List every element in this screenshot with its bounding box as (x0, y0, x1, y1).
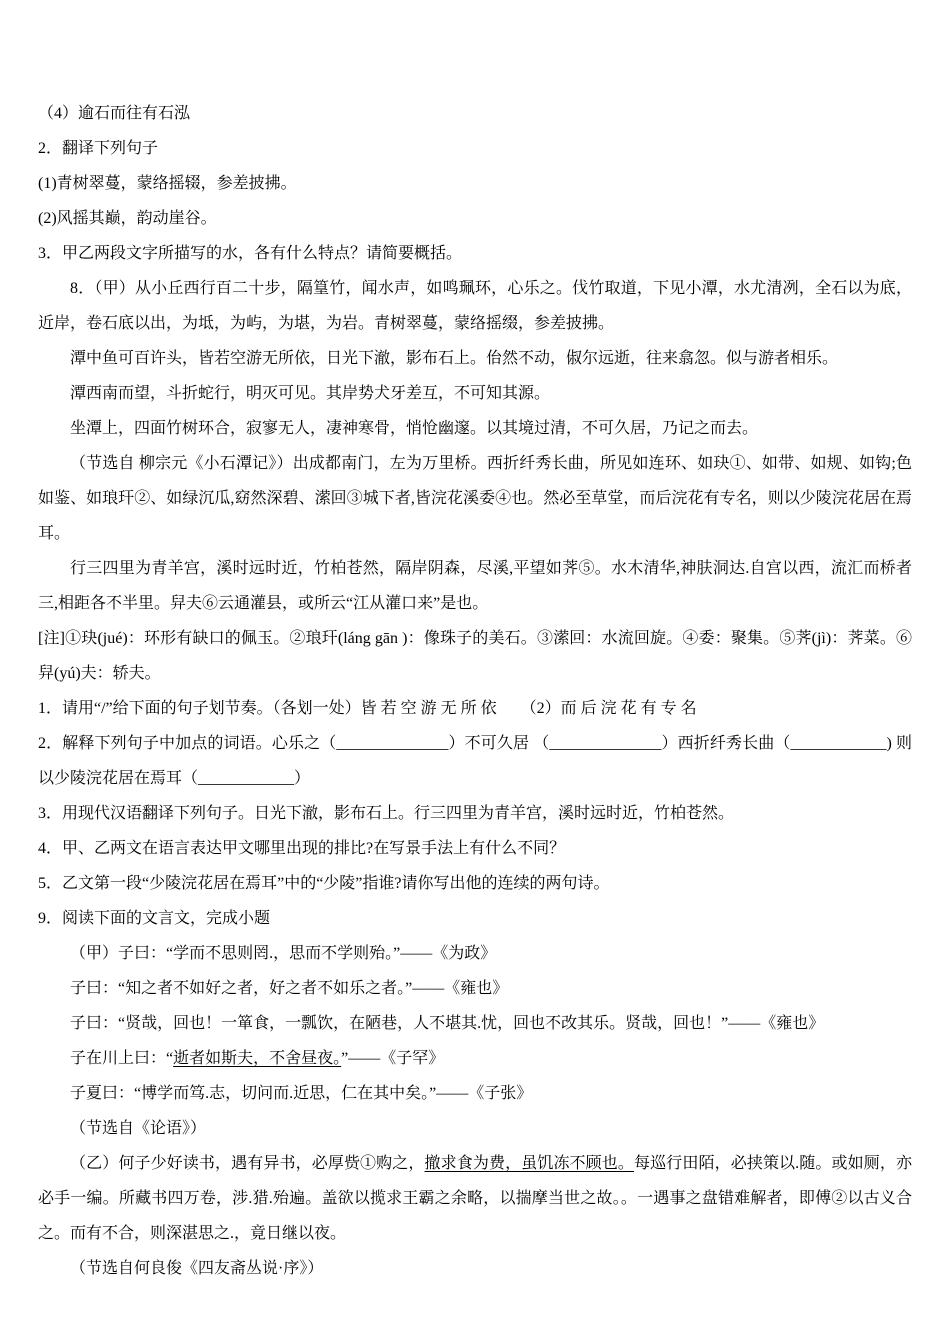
paragraph (38, 971, 912, 1006)
paragraph (38, 201, 912, 236)
paragraph (38, 1041, 912, 1076)
paragraph (38, 726, 912, 796)
paragraph (38, 96, 912, 131)
text-run: [注]①玦(jué)：环形有缺口的佩玉。②琅玕(láng gān )：像珠子的美石。③潆回：水流回旋。④委：聚集。⑤荠(jì)：荠菜。⑥舁(yú)夫：轿夫。 (38, 630, 912, 682)
paragraph (38, 1251, 912, 1286)
paragraph (38, 411, 912, 446)
paragraph (38, 236, 912, 271)
text-run: （乙）何子少好读书，遇有异书，必厚赀①购之， (70, 1155, 425, 1172)
text-run: 子曰：“知之者不如好之者，好之者不如乐之者。”——《雍也》 (70, 980, 509, 997)
text-run: 5．乙文第一段“少陵浣花居在焉耳”中的“少陵”指谁?请你写出他的连续的两句诗。 (38, 875, 610, 892)
text-run: 子夏曰：“博学而笃.志，切问而.近思，仁在其中矣。”——《子张》 (70, 1085, 533, 1102)
paragraph (38, 691, 912, 726)
paragraph (38, 1146, 912, 1251)
underlined-text: 逝者如斯夫，不舍昼夜。 (173, 1050, 342, 1067)
text-run: 每巡行田陌，必挟策以.随。或如厕，亦必手一编。所藏书四万卷，涉.猎.殆遍。盖欲以揽求王霸之余略，以揣摩当世之故。。一遇事之盘错难解者，即傅②以古义合之。而有不合，则深湛思之.，竟日继以夜。 (38, 1155, 912, 1242)
paragraph (38, 831, 912, 866)
paragraph (38, 341, 912, 376)
paragraph (38, 936, 912, 971)
paragraph (38, 901, 912, 936)
text-run: 潭中鱼可百许头，皆若空游无所依，日光下澈，影布石上。佁然不动，俶尔远逝，往来翕忽。似与游者相乐。 (70, 350, 839, 367)
paragraph (38, 1076, 912, 1111)
document-body (38, 96, 912, 1286)
text-run: 3．用现代汉语翻译下列句子。日光下澈，影布石上。行三四里为青羊宫，溪时远时近，竹柏苍然。 (38, 805, 735, 822)
text-run: 8．（甲）从小丘西行百二十步，隔篁竹，闻水声，如鸣珮环，心乐之。伐竹取道，下见小潭，水尤清冽，全石以为底，近岸，卷石底以出，为坻，为屿，为堪，为岩。青树翠蔓，蒙络摇缀，参差披拂。 (38, 280, 912, 332)
paragraph (38, 1006, 912, 1041)
paragraph (38, 796, 912, 831)
text-run: 行三四里为青羊宫，溪时远时近，竹柏苍然，隔岸阴森，尽溪,平望如荠⑤。水木清华,神肤洞达.自宫以西，流汇而桥者三,相距各不半里。舁夫⑥云通灌县，或所云“江从灌口来”是也。 (38, 560, 912, 612)
text-run: （节选自 柳宗元《小石潭记》）出成都南门，左为万里桥。西折纤秀长曲，所见如连环、如玦①、如带、如规、如钩;色如鉴、如琅玕②、如绿沉瓜,窈然深碧、潆回③城下者,皆浣花溪委④也。然必至草堂，而后浣花有专名，则以少陵浣花居在焉耳。 (38, 455, 912, 542)
text-run: 坐潭上，四面竹树环合，寂寥无人，凄神寒骨，悄怆幽邃。以其境过清，不可久居，乃记之而去。 (70, 420, 759, 437)
text-run: （4）逾石而往有石泓 (38, 105, 191, 122)
paragraph (38, 271, 912, 341)
text-run: (1)青树翠蔓，蒙络摇辍，参差披拂。 (38, 175, 297, 192)
text-run: 子在川上曰：“ (70, 1050, 174, 1067)
paragraph (38, 1111, 912, 1146)
text-run: （甲）子曰：“学而不思则罔.，思而不学则殆。”——《为政》 (70, 945, 497, 962)
paragraph (38, 621, 912, 691)
text-run: (2)风摇其巅，韵动崖谷。 (38, 210, 217, 227)
paragraph (38, 376, 912, 411)
paragraph (38, 866, 912, 901)
text-run: 9．阅读下面的文言文，完成小题 (38, 910, 271, 927)
text-run: 2．翻译下列句子 (38, 140, 159, 157)
text-run: ”——《子罕》 (341, 1050, 445, 1067)
text-run: 4．甲、乙两文在语言表达甲文哪里出现的排比?在写景手法上有什么不同？ (38, 840, 566, 857)
underlined-text: 撤求食为费，虽饥冻不顾也。 (424, 1155, 635, 1172)
paragraph (38, 551, 912, 621)
text-run: 1．请用“/”给下面的句子划节奏。（各划一处）皆 若 空 游 无 所 依 （2）而 后 浣 花 有 专 名 (38, 700, 697, 717)
text-run: 2．解释下列句子中加点的词语。心乐之（______________）不可久居 （______________）西折纤秀长曲（____________) 则以少陵浣花居在焉耳（____________） (38, 735, 912, 787)
text-run: 潭西南而望，斗折蛇行，明灭可见。其岸势犬牙差互，不可知其源。 (70, 385, 551, 402)
text-run: （节选自何良俊《四友斋丛说·序》） (70, 1260, 324, 1277)
paragraph (38, 166, 912, 201)
text-run: （节选自《论语》） (70, 1120, 207, 1137)
paragraph (38, 446, 912, 551)
text-run: 子曰：“贤哉，回也！一箪食，一瓢饮，在陋巷，人不堪其.忧，回也不改其乐。贤哉，回也！”——《雍也》 (70, 1015, 825, 1032)
text-run: 3．甲乙两段文字所描写的水，各有什么特点？请简要概括。 (38, 245, 463, 262)
paragraph (38, 131, 912, 166)
